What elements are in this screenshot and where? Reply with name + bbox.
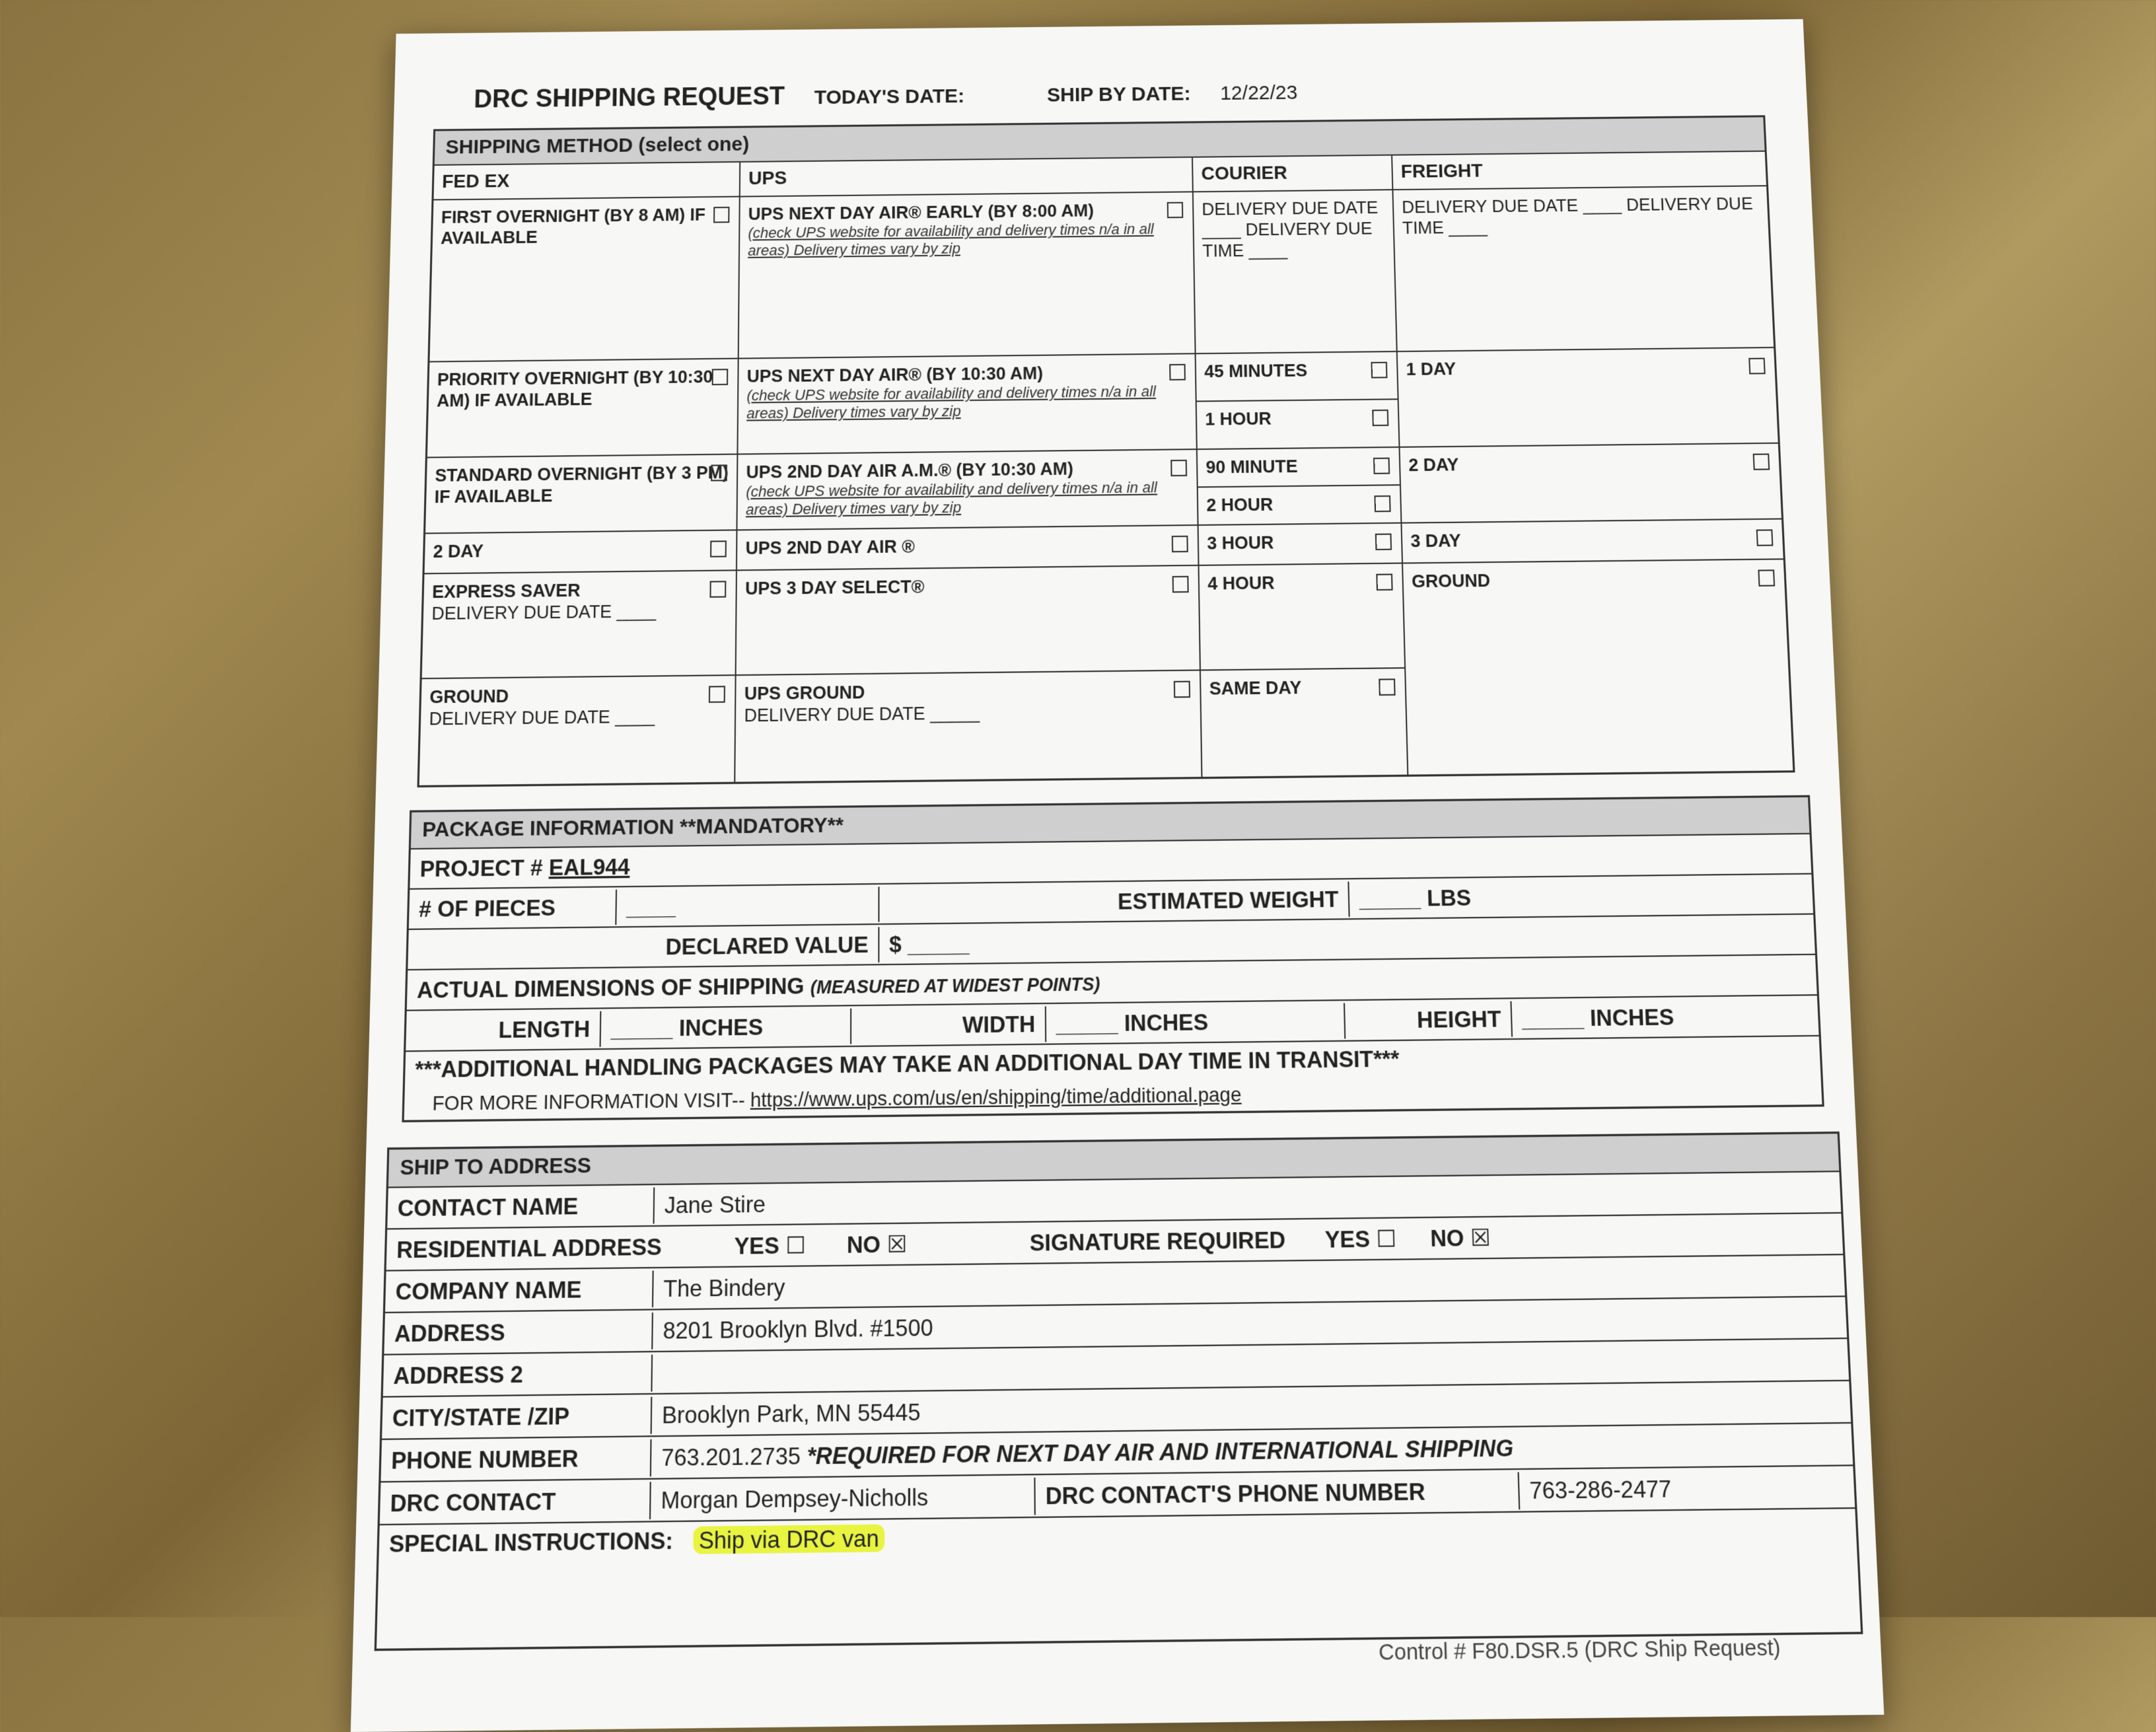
- contact-value[interactable]: Jane Stire: [664, 1190, 766, 1218]
- handling-note: ***ADDITIONAL HANDLING PACKAGES MAY TAKE AN ADDITIONAL DAY TIME IN TRANSIT*** FOR MORE INFORMATION VISIT-- https://www.ups.com/us/en/shipping/time/additional.page: [414, 1045, 1400, 1115]
- fedex-express-saver[interactable]: EXPRESS SAVER DELIVERY DUE DATE ____: [422, 571, 736, 679]
- checkbox[interactable]: [1373, 458, 1390, 474]
- checkbox[interactable]: [1756, 529, 1774, 546]
- shipping-method-bar: SHIPPING METHOD (select one): [435, 117, 1765, 165]
- courier-same-day[interactable]: SAME DAY: [1201, 668, 1407, 777]
- ups-column: [735, 158, 1202, 782]
- checkbox[interactable]: [1748, 358, 1766, 375]
- shipping-method-grid: [417, 115, 1795, 787]
- freight-header: FREIGHT: [1392, 152, 1766, 190]
- checkbox[interactable]: [1753, 453, 1770, 470]
- checkbox[interactable]: [1169, 364, 1186, 380]
- declared-label: DECLARED VALUE: [408, 927, 879, 967]
- checkbox[interactable]: [1374, 495, 1390, 512]
- freight-ground[interactable]: GROUND: [1403, 559, 1793, 774]
- width-field[interactable]: _____ INCHES: [1046, 1003, 1346, 1042]
- package-bar: PACKAGE INFORMATION **MANDATORY**: [411, 797, 1810, 849]
- checkbox[interactable]: [1174, 681, 1190, 698]
- pieces-label: # OF PIECES: [409, 889, 617, 927]
- res-no[interactable]: NO ☒: [846, 1230, 908, 1258]
- shipping-form: [351, 19, 1885, 1732]
- phone-row: PHONE NUMBER 763.201.2735 *REQUIRED FOR NEXT DAY AIR AND INTERNATIONAL SHIPPING: [380, 1424, 1853, 1482]
- address2-value[interactable]: [653, 1355, 1848, 1377]
- package-information: [402, 795, 1824, 1122]
- height-label: HEIGHT: [1345, 1001, 1513, 1038]
- courier-3-hour[interactable]: 3 HOUR: [1199, 524, 1402, 566]
- drc-contact-row: DRC CONTACT Morgan Dempsey-Nicholls DRC CONTACT'S PHONE NUMBER 763-286-2477: [380, 1466, 1855, 1525]
- length-label: LENGTH: [406, 1011, 601, 1048]
- weight-field[interactable]: _____ LBS: [1359, 884, 1472, 912]
- drc-phone-value[interactable]: 763-286-2477: [1528, 1474, 1672, 1504]
- fedex-ground[interactable]: GROUND DELIVERY DUE DATE ____: [419, 676, 735, 785]
- pieces-field[interactable]: ____: [616, 886, 879, 925]
- height-field[interactable]: _____ INCHES: [1521, 1003, 1674, 1032]
- checkbox[interactable]: [1371, 362, 1387, 379]
- checkbox[interactable]: [713, 207, 729, 223]
- courier-header: COURIER: [1193, 156, 1392, 193]
- control-number: Control # F80.DSR.5 (DRC Ship Request): [1378, 1635, 1781, 1665]
- phone-value[interactable]: 763.201.2735: [661, 1441, 801, 1471]
- project-row: PROJECT # EAL944: [410, 834, 1811, 890]
- ups-next-day-air[interactable]: UPS NEXT DAY AIR® (BY 10:30 AM) (check UPS website for availability and delivery times n/a in all areas) Delivery times vary by zip: [738, 354, 1196, 454]
- ship-by-label: SHIP BY DATE:: [1046, 83, 1191, 106]
- courier-1-hour[interactable]: 1 HOUR: [1197, 400, 1399, 450]
- special-value[interactable]: Ship via DRC van: [693, 1525, 884, 1554]
- sig-no[interactable]: NO ☒: [1429, 1224, 1491, 1252]
- ups-ground[interactable]: UPS GROUND DELIVERY DUE DATE _____: [735, 671, 1201, 782]
- fedex-standard-overnight[interactable]: STANDARD OVERNIGHT (BY 3 PM) IF AVAILABLE: [425, 455, 737, 534]
- ups-2nd-day-air-am[interactable]: UPS 2ND DAY AIR A.M.® (BY 10:30 AM) (check UPS website for availability and delivery times n/a in all areas) Delivery times vary by zip: [738, 450, 1198, 530]
- courier-due-fields: DELIVERY DUE DATE ____ DELIVERY DUE TIME ____: [1194, 190, 1396, 354]
- checkbox[interactable]: [1375, 534, 1392, 550]
- fedex-2-day[interactable]: 2 DAY: [425, 530, 737, 574]
- freight-3-day[interactable]: 3 DAY: [1402, 520, 1783, 564]
- courier-90-minute[interactable]: 90 MINUTE: [1198, 448, 1400, 488]
- project-value[interactable]: EAL944: [548, 853, 630, 881]
- checkbox[interactable]: [712, 369, 729, 385]
- checkbox[interactable]: [1758, 569, 1775, 587]
- todays-date-label: TODAY'S DATE:: [814, 85, 965, 109]
- ups-next-day-air-early[interactable]: UPS NEXT DAY AIR® EARLY (BY 8:00 AM) (check UPS website for availability and delivery times n/a in all areas) Delivery times vary by zip: [739, 192, 1195, 359]
- width-label: WIDTH: [851, 1006, 1046, 1044]
- length-field[interactable]: _____ INCHES: [601, 1008, 852, 1046]
- address2-row: ADDRESS 2: [383, 1339, 1849, 1398]
- address-row: ADDRESS 8201 Brooklyn Blvd. #1500: [384, 1297, 1847, 1355]
- checkbox[interactable]: [709, 686, 725, 703]
- checkbox[interactable]: [1172, 576, 1189, 593]
- ups-header: UPS: [740, 158, 1192, 198]
- form-header: [474, 73, 1734, 114]
- fedex-header: FED EX: [433, 162, 739, 200]
- weight-label: ESTIMATED WEIGHT: [879, 881, 1349, 921]
- ups-3-day-select[interactable]: UPS 3 DAY SELECT®: [737, 566, 1200, 676]
- checkbox[interactable]: [711, 464, 727, 481]
- checkbox[interactable]: [1167, 202, 1184, 219]
- freight-2-day[interactable]: 2 DAY: [1400, 444, 1781, 524]
- declared-field[interactable]: $ _____: [889, 929, 970, 957]
- ship-to-bar: SHIP TO ADDRESS: [388, 1134, 1840, 1188]
- drc-contact-value[interactable]: Morgan Dempsey-Nicholls: [651, 1477, 1036, 1519]
- special-row: SPECIAL INSTRUCTIONS: Ship via DRC van: [377, 1509, 1861, 1649]
- city-value[interactable]: Brooklyn Park, MN 55445: [661, 1398, 921, 1429]
- fedex-priority-overnight[interactable]: PRIORITY OVERNIGHT (BY 10:30 AM) IF AVAILABLE: [427, 359, 738, 458]
- company-row: COMPANY NAME The Bindery: [385, 1255, 1845, 1313]
- checkbox[interactable]: [1379, 678, 1395, 696]
- courier-4-hour[interactable]: 4 HOUR: [1200, 564, 1405, 671]
- courier-2-hour[interactable]: 2 HOUR: [1198, 486, 1401, 526]
- checkbox[interactable]: [1170, 460, 1187, 476]
- res-yes[interactable]: YES ☐: [734, 1231, 806, 1260]
- freight-due-fields: DELIVERY DUE DATE ____ DELIVERY DUE TIME ____: [1393, 186, 1774, 352]
- courier-45-minutes[interactable]: 45 MINUTES: [1196, 352, 1398, 402]
- checkbox[interactable]: [1376, 573, 1392, 591]
- freight-1-day[interactable]: 1 DAY: [1398, 348, 1778, 448]
- company-value[interactable]: The Bindery: [663, 1273, 785, 1302]
- ups-link[interactable]: https://www.ups.com/us/en/shipping/time/additional.page: [750, 1083, 1242, 1112]
- fedex-first-overnight[interactable]: FIRST OVERNIGHT (BY 8 AM) IF AVAILABLE: [429, 198, 738, 363]
- address-value[interactable]: 8201 Brooklyn Blvd. #1500: [663, 1313, 933, 1344]
- checkbox[interactable]: [1172, 536, 1188, 552]
- sig-yes[interactable]: YES ☐: [1324, 1225, 1397, 1253]
- contact-row: CONTACT NAME Jane Stire: [387, 1172, 1841, 1229]
- residential-row: RESIDENTIAL ADDRESS YES ☐ NO ☒ SIGNATURE REQUIRED YES ☐ NO ☒: [386, 1213, 1844, 1272]
- ship-by-value: 12/22/23: [1219, 81, 1298, 104]
- freight-column: [1392, 152, 1793, 775]
- fedex-column: [419, 162, 741, 785]
- dims-title-row: ACTUAL DIMENSIONS OF SHIPPING (MEASURED AT WIDEST POINTS): [407, 955, 1817, 1011]
- courier-column: [1193, 156, 1408, 777]
- city-row: CITY/STATE /ZIP Brooklyn Park, MN 55445: [382, 1381, 1851, 1440]
- checkbox[interactable]: [1372, 410, 1388, 426]
- ups-2nd-day-air[interactable]: UPS 2ND DAY AIR ®: [737, 526, 1198, 571]
- checkbox[interactable]: [710, 540, 727, 557]
- form-title: DRC SHIPPING REQUEST: [473, 82, 785, 114]
- ship-to-address: [375, 1132, 1863, 1651]
- checkbox[interactable]: [709, 581, 726, 598]
